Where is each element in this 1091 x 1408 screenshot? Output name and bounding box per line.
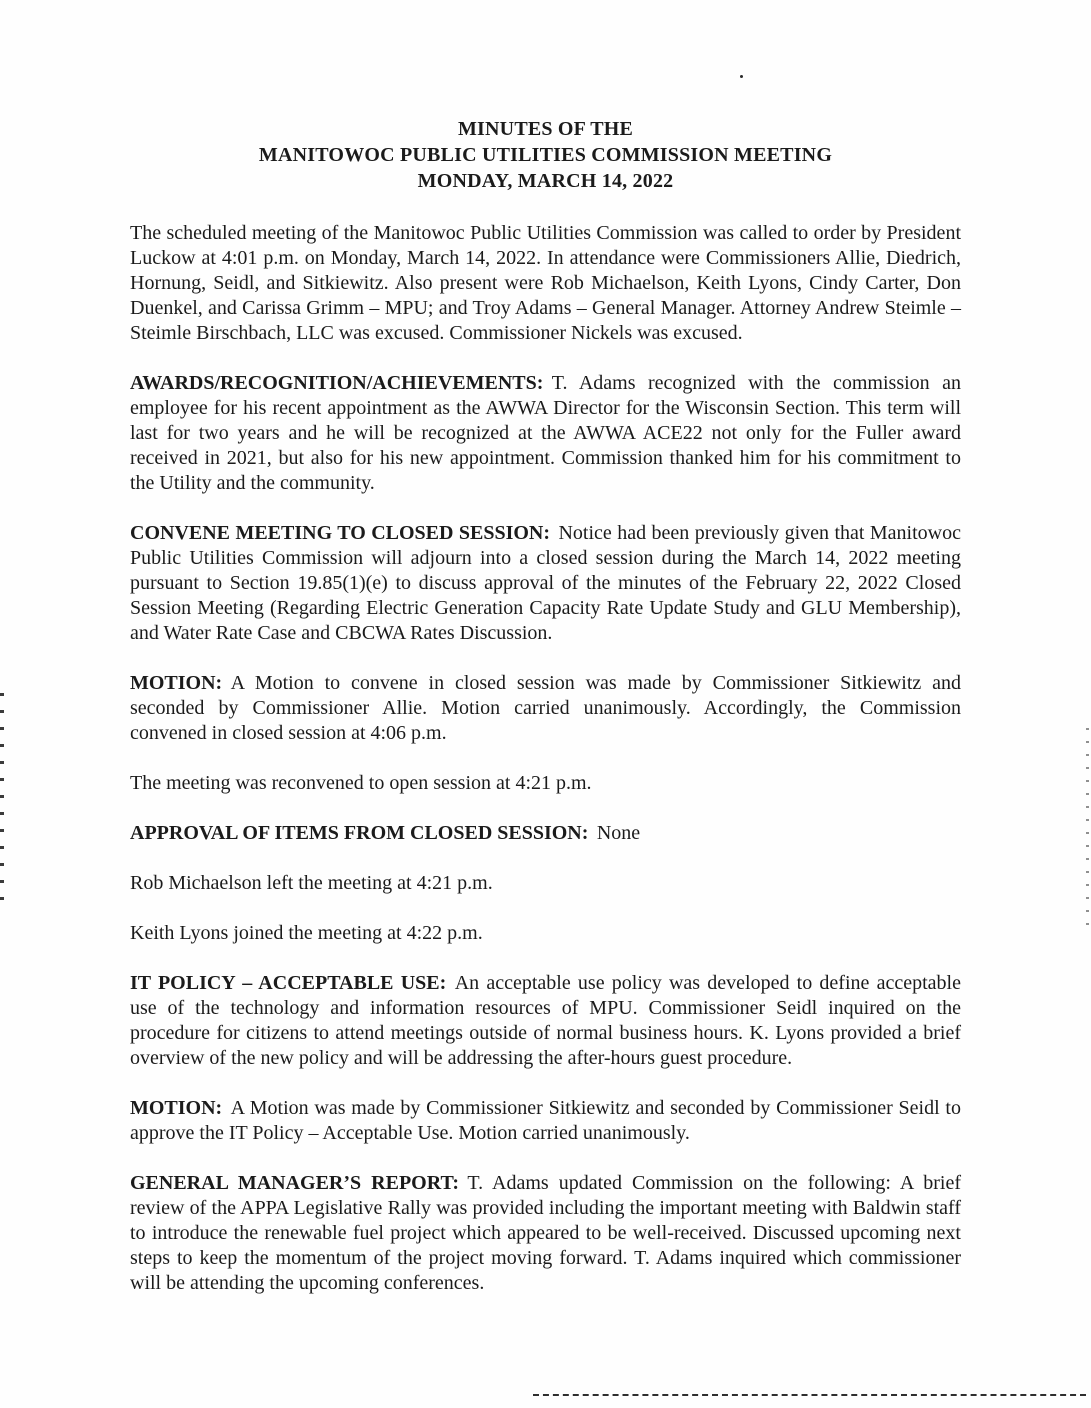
- paragraph-reconvened-open-session: [130, 771, 961, 796]
- section-convene-closed-session: [130, 521, 961, 646]
- section-body: A Motion was made by Commissioner Sitkiewitz and seconded by Commissioner Seidl to approve the IT Policy – Acceptable Use. Motion carried unanimously.: [130, 1097, 961, 1144]
- document-content: [130, 116, 961, 1321]
- title-line-3: MONDAY, MARCH 14, 2022: [417, 170, 674, 192]
- section-body: Keith Lyons joined the meeting at 4:22 p.m.: [130, 922, 483, 944]
- section-heading: AWARDS/RECOGNITION/ACHIEVEMENTS:: [130, 372, 544, 394]
- scan-artifact-dot: [740, 75, 743, 78]
- section-heading: MOTION:: [130, 1097, 223, 1119]
- scan-artifact-left-edge: [0, 693, 4, 908]
- section-heading: MOTION:: [130, 672, 223, 694]
- section-body: The scheduled meeting of the Manitowoc Public Utilities Commission was called to order by President Luckow at 4:01 p.m. on Monday, March 14, 2022. In attendance were Commissioners Allie, Diedrich, Hornung, Seidl, and Sitkiewitz. Also present were Rob Michaelson, Keith Lyons, Cindy Carter, Don Duenkel, and Carissa Grimm – MPU; and Troy Adams – General Manager. Attorney Andrew Steimle – Steimle Birschbach, LLC was excused. Commissioner Nickels was excused.: [130, 222, 961, 344]
- section-body: T. Adams recognized with the commission an employee for his recent appointment as the AWWA Director for the Wisconsin Section. This term will last for two years and he will be recognized at the AWWA ACE22 not only for the Fuller award received in 2021, but also for his new appointment. Commission thanked him for his commitment to the Utility and the community.: [130, 372, 961, 494]
- section-heading: CONVENE MEETING TO CLOSED SESSION:: [130, 522, 551, 544]
- section-heading: APPROVAL OF ITEMS FROM CLOSED SESSION:: [130, 822, 589, 844]
- scan-artifact-right-edge: [1086, 728, 1089, 933]
- title-line-2: MANITOWOC PUBLIC UTILITIES COMMISSION MEETING: [258, 144, 833, 166]
- title-line-1: MINUTES OF THE: [457, 118, 634, 140]
- section-motion-it-policy: [130, 1096, 961, 1146]
- section-body: The meeting was reconvened to open session at 4:21 p.m.: [130, 772, 592, 794]
- section-heading: GENERAL MANAGER’S REPORT:: [130, 1172, 459, 1194]
- section-body: An acceptable use policy was developed to define acceptable use of the technology and information resources of MPU. Commissioner Seidl inquired on the procedure for citizens to attend meetings outside of normal business hours. K. Lyons provided a brief overview of the new policy and will be addressing the after-hours guest procedure.: [130, 972, 961, 1069]
- scan-artifact-bottom-dashed-line: [533, 1394, 1086, 1396]
- paragraph-lyons-joined: [130, 921, 961, 946]
- paragraph-call-to-order: [130, 221, 961, 346]
- section-heading: IT POLICY – ACCEPTABLE USE:: [130, 972, 447, 994]
- document-title: [130, 116, 961, 194]
- section-general-managers-report: [130, 1171, 961, 1296]
- section-motion-closed-session: [130, 671, 961, 746]
- section-body: A Motion to convene in closed session was made by Commissioner Sitkiewitz and seconded by Commissioner Allie. Motion carried unanimously. Accordingly, the Commission convened in closed session at 4:06 p.m.: [130, 672, 961, 744]
- section-awards-recognition: [130, 371, 961, 496]
- section-body: T. Adams updated Commission on the following: A brief review of the APPA Legislative Rally was provided including the important meeting with Baldwin staff to introduce the renewable fuel project which appeared to be well-received. Discussed upcoming next steps to keep the momentum of the project moving forward. T. Adams inquired which commissioner will be attending the upcoming conferences.: [130, 1172, 961, 1294]
- paragraph-michaelson-left: [130, 871, 961, 896]
- section-body: Notice had been previously given that Manitowoc Public Utilities Commission will adjourn into a closed session during the March 14, 2022 meeting pursuant to Section 19.85(1)(e) to discuss approval of the minutes of the February 22, 2022 Closed Session Meeting (Regarding Electric Generation Capacity Rate Update Study and GLU Membership), and Water Rate Case and CBCWA Rates Discussion.: [130, 522, 961, 644]
- section-body: Rob Michaelson left the meeting at 4:21 p.m.: [130, 872, 493, 894]
- section-approval-items-closed-session: [130, 821, 961, 846]
- section-it-policy-acceptable-use: [130, 971, 961, 1071]
- section-body: None: [596, 822, 641, 844]
